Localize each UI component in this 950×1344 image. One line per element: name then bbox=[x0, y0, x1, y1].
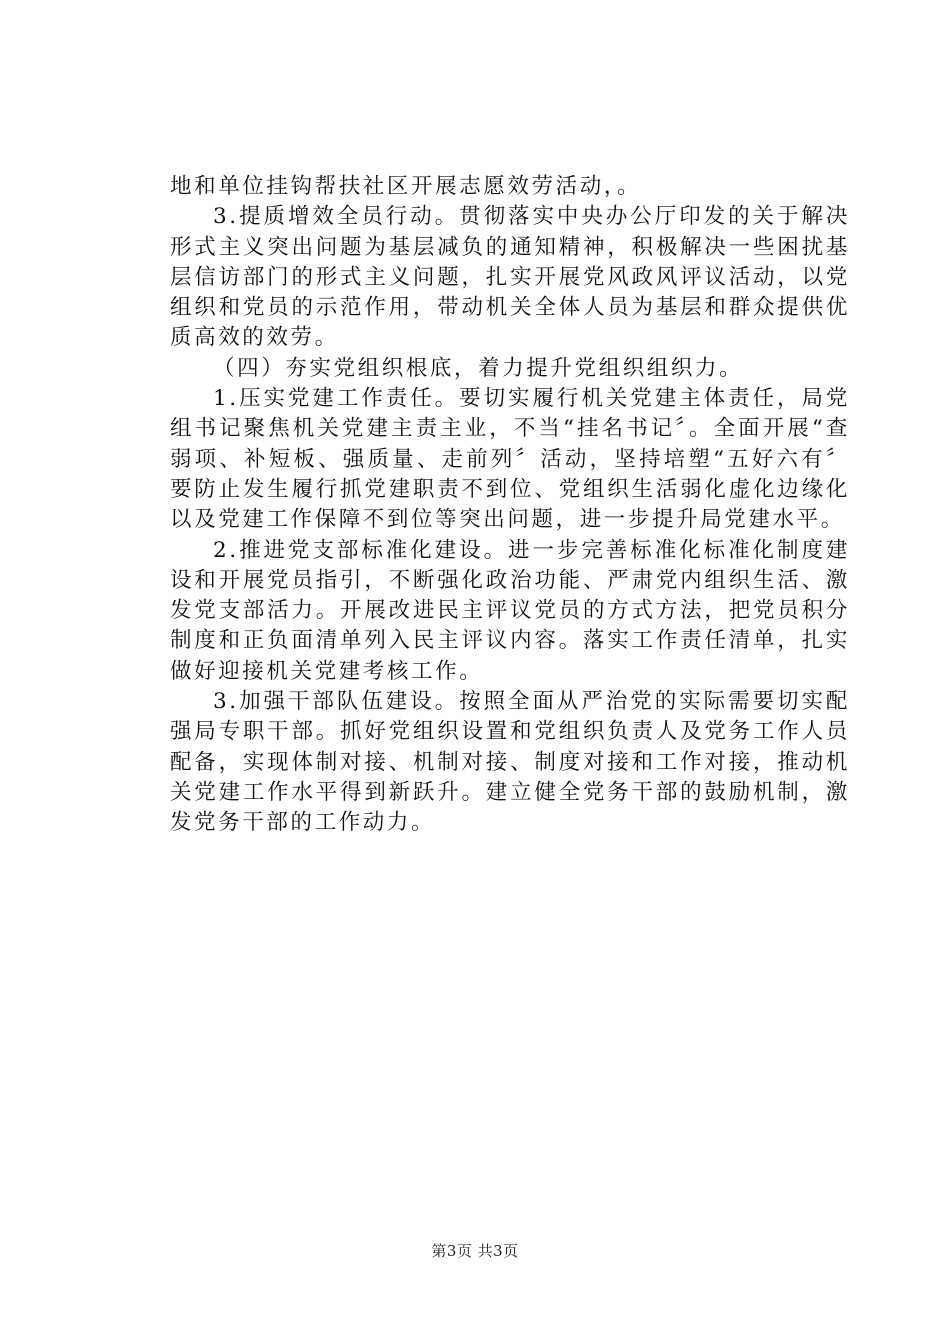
section-heading-4: （四）夯实党组织根底，着力提升党组织组织力。 bbox=[213, 355, 744, 381]
page-number-footer: 第3页 共3页 bbox=[431, 1242, 519, 1260]
paragraph-item-3-cadre: 3.加强干部队伍建设。按照全面从严治党的实际需要切实配强局专职干部。抓好党组织设置和党组织负责人及党务工作人员配备，实现体制对接、机制对接、制度对接和工作对接，推动机关党建工作水平得到新跃升。建立健全党务干部的鼓励机制，激发党务干部的工作动力。 bbox=[170, 689, 850, 836]
paragraph-continuation: 地和单位挂钩帮扶社区开展志愿效劳活动，。 bbox=[170, 174, 642, 199]
paragraph-item-1-responsibility: 1.压实党建工作责任。要切实履行机关党建主体责任，局党组书记聚焦机关党建主责主业，不当“挂名书记〞。全面开展“查弱项、补短板、强质量、走前列〞活动，坚持培塑“五好六有〞要防止发生履行抓党建职责不到位、党组织生活弱化虚化边缘化以及党建工作保障不到位等突出问题，进一步提升局党建水平。 bbox=[170, 386, 850, 533]
paragraph-item-2-standardization: 2.推进党支部标准化建设。进一步完善标准化标准化制度建设和开展党员指引，不断强化政治功能、严肃党内组织生活、激发党支部活力。开展改进民主评议党员的方式方法，把党员积分制度和正负面清单列入民主评议内容。落实工作责任清单，扎实做好迎接机关党建考核工作。 bbox=[170, 537, 850, 684]
paragraph-item-3-quality: 3.提质增效全员行动。贯彻落实中央办公厅印发的关于解决形式主义突出问题为基层减负的通知精神，积极解决一些困扰基层信访部门的形式主义问题，扎实开展党风政风评议活动，以党组织和党员的示范作用，带动机关全体人员为基层和群众提供优质高效的效劳。 bbox=[170, 204, 850, 351]
document-body bbox=[170, 172, 850, 839]
